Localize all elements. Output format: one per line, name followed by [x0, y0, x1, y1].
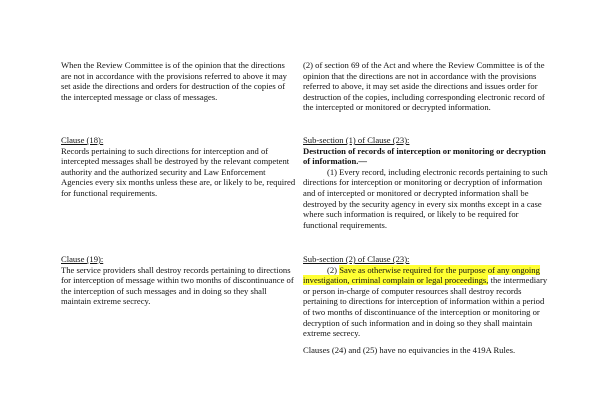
clause-19-heading: Clause (19): — [61, 254, 104, 264]
clause-18-block — [61, 135, 297, 199]
subsection-2-rest: the intermediary or person in-charge of computer resources shall destroy records pertaining to directions for interception of information within a period of two months of discontinuance of the interception or monitoring or decryption of such information and in doing so they shall maintain extreme secrecy. — [303, 275, 548, 339]
footer-note: Clauses (24) and (25) have no equivancies in the 419A Rules. — [303, 344, 516, 355]
subsection-2-number: (2) — [327, 264, 338, 275]
subsection-2-text — [303, 265, 553, 339]
clause-18-heading: Clause (18): — [61, 135, 104, 145]
right-intro-paragraph: (2) of section 69 of the Act and where the Review Committee is of the opinion that the directions are not in accordance with the provisions referred to above, it may set aside the directions and issues order for destruction of the copies, including corresponding electronic record of the intercepted or monitored or decrypted information. — [303, 60, 545, 113]
subsection-1-block — [303, 135, 553, 230]
subsection-1-title: Destruction of records of interception or monitoring or decryption of information.— — [303, 145, 546, 167]
subsection-2-heading: Sub-section (2) of Clause (23): — [303, 254, 410, 264]
highlighted-text: Save as otherwise required for the purpose of any ongoing investigation, criminal complain or legal proceedings, — [303, 264, 540, 286]
subsection-1-body: (1) Every record, including electronic records pertaining to such directions for interception or monitoring or decryption of information and of intercepted or monitored or decrypted information shall be destroyed by the security agency in every six months except in a case where such information is required, or likely to be required for functional requirements. — [303, 166, 548, 230]
clause-18-text: Records pertaining to such directions for interception and of intercepted messages shall be destroyed by the relevant competent authority and the authorized security and Law Enforcement Agencies every six months unless these are, or likely to be, required for functional requirements. — [61, 145, 296, 198]
subsection-1-text — [303, 167, 553, 231]
clause-19-text: The service providers shall destroy records pertaining to directions for interception of message within two months of discontinuance of the interception of such messages and in doing so they shall maintain extreme secrecy. — [61, 264, 294, 307]
left-intro-block — [61, 60, 297, 102]
right-intro-block — [303, 60, 553, 113]
left-intro-paragraph: When the Review Committee is of the opinion that the directions are not in accordance with the provisions referred to above it may set aside the directions and orders for destruction of the copies of the intercepted message or class of messages. — [61, 60, 287, 102]
subsection-1-heading: Sub-section (1) of Clause (23): — [303, 135, 410, 145]
subsection-2-block — [303, 254, 553, 355]
clause-19-block — [61, 254, 297, 307]
